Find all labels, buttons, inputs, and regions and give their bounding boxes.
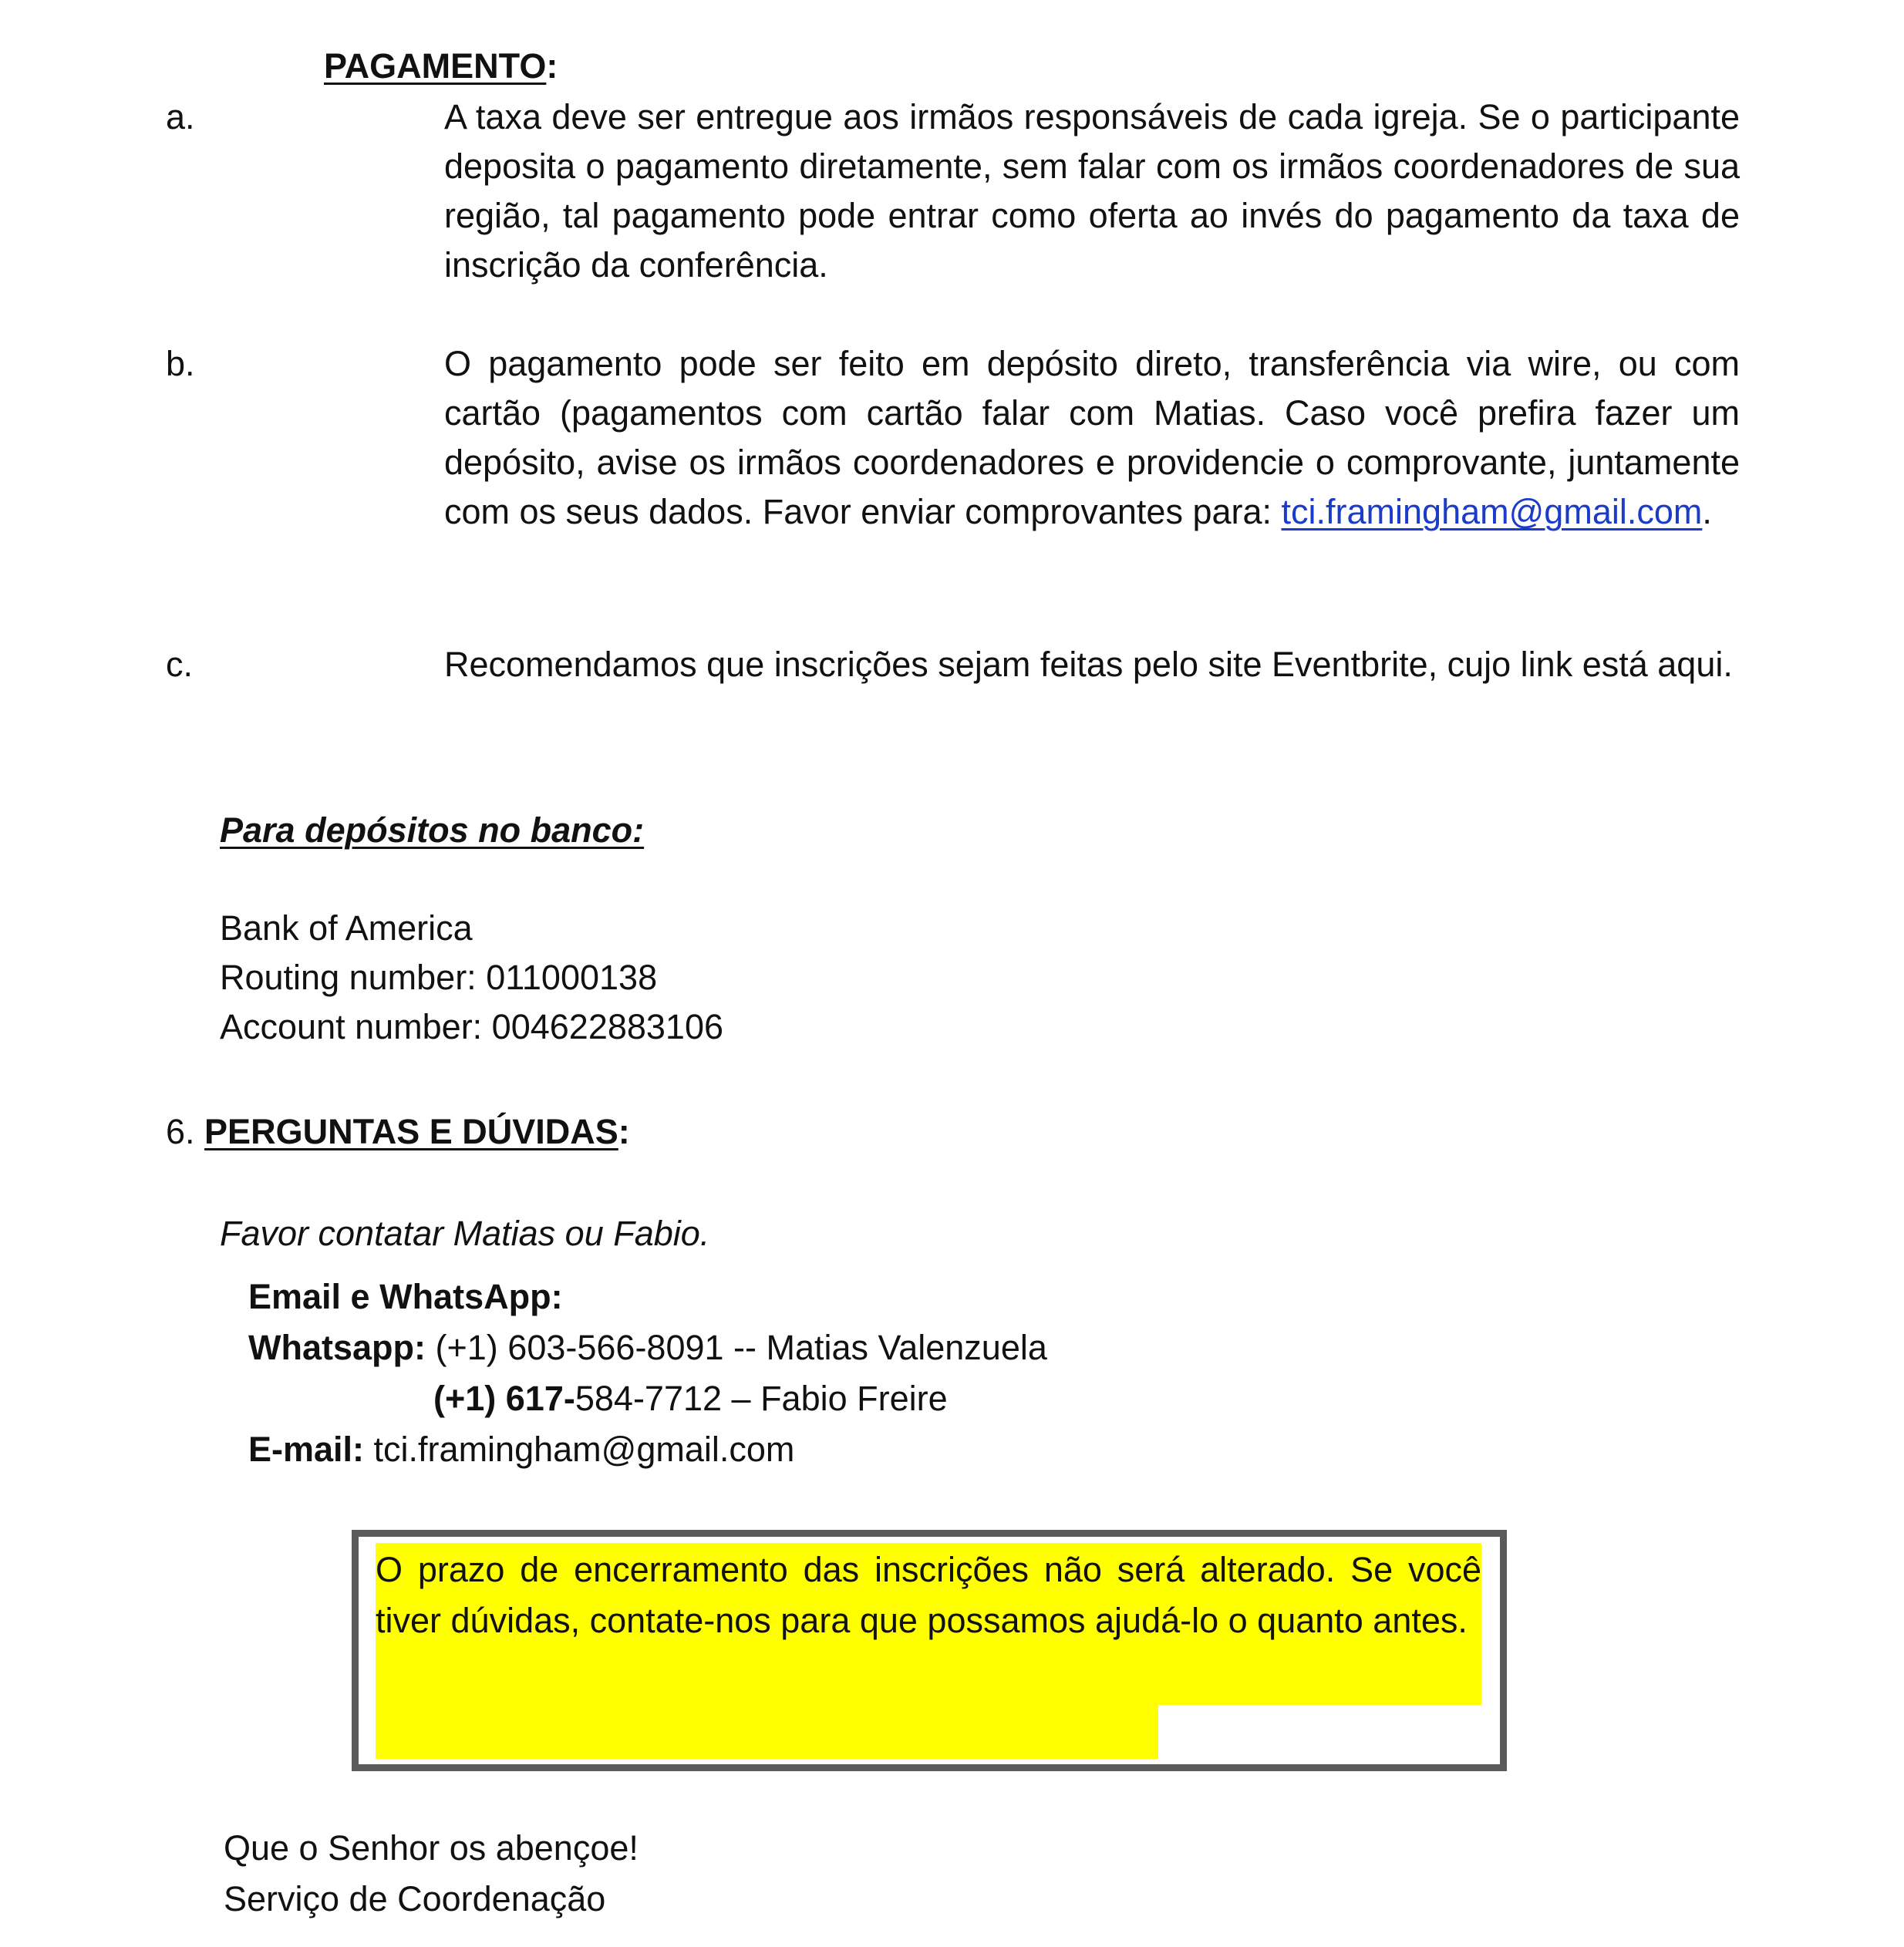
routing-number: Routing number: 011000138 bbox=[220, 958, 658, 997]
closing-block bbox=[224, 1824, 639, 1925]
item-a-text: A taxa deve ser entregue aos irmãos responsáveis de cada igreja. Se o participante deposita o pagamento diretamente, sem falar com os irmãos coordenadores de sua região, tal pagamento pode entrar como oferta ao invés do pagamento da taxa de inscrição da conferência. bbox=[444, 97, 1740, 285]
whatsapp-fabio-prefix: (+1) 617- bbox=[433, 1379, 575, 1418]
questions-heading bbox=[166, 1107, 630, 1157]
contact-email: tci.framingham@gmail.com bbox=[373, 1430, 795, 1469]
item-a-letter: a. bbox=[166, 97, 195, 136]
whatsapp-fabio: 584-7712 – Fabio Freire bbox=[575, 1379, 948, 1418]
whatsapp-label: Whatsapp: bbox=[248, 1328, 426, 1367]
item-b-paragraph bbox=[444, 339, 1740, 537]
item-b-period: . bbox=[1702, 492, 1712, 531]
account-number: Account number: 004622883106 bbox=[220, 1007, 724, 1046]
contact-note: Favor contatar Matias ou Fabio. bbox=[220, 1214, 710, 1253]
section-heading-text: PAGAMENTO bbox=[324, 46, 547, 86]
whatsapp-row bbox=[248, 1323, 1047, 1374]
email-link[interactable]: tci.framingham@gmail.com bbox=[1281, 492, 1703, 531]
notice-highlight-tail bbox=[376, 1705, 1158, 1759]
email-row bbox=[248, 1425, 1047, 1476]
questions-heading-colon: : bbox=[618, 1112, 630, 1151]
item-c-letter: c. bbox=[166, 645, 194, 684]
item-c-text: Recomendamos que inscrições sejam feitas pelo site Eventbrite, cujo link está aqui. bbox=[444, 645, 1733, 684]
closing-signature: Serviço de Coordenação bbox=[224, 1879, 606, 1918]
questions-heading-text: PERGUNTAS E DÚVIDAS bbox=[204, 1112, 618, 1151]
notice-box bbox=[352, 1530, 1507, 1771]
section-heading bbox=[324, 42, 558, 91]
email-label: E-mail: bbox=[248, 1430, 365, 1469]
notice-text: O prazo de encerramento das inscrições não será alterado. Se você tiver dúvidas, contate-nos para que possamos ajudá-lo o quanto antes. bbox=[376, 1550, 1481, 1640]
deposit-heading: Para depósitos no banco: bbox=[220, 810, 645, 850]
item-b-text: O pagamento pode ser feito em depósito direto, transferência via wire, ou com cartão (pagamentos com cartão falar com Matias. Caso você prefira fazer um depósito, avise os irmãos coordenadores e providencie o comprovante, juntamente com os seus dados. Favor enviar comprovantes para: bbox=[444, 344, 1740, 531]
questions-number: 6. bbox=[166, 1112, 195, 1151]
item-b-letter: b. bbox=[166, 344, 195, 383]
bank-details bbox=[220, 904, 723, 1052]
bank-name: Bank of America bbox=[220, 908, 473, 948]
section-heading-colon: : bbox=[546, 46, 558, 86]
contact-heading: Email e WhatsApp: bbox=[248, 1277, 563, 1316]
whatsapp-matias: (+1) 603-566-8091 -- Matias Valenzuela bbox=[435, 1328, 1047, 1367]
closing-blessing: Que o Senhor os abençoe! bbox=[224, 1828, 639, 1868]
whatsapp-row-2 bbox=[248, 1374, 1047, 1425]
contact-block bbox=[248, 1272, 1047, 1476]
